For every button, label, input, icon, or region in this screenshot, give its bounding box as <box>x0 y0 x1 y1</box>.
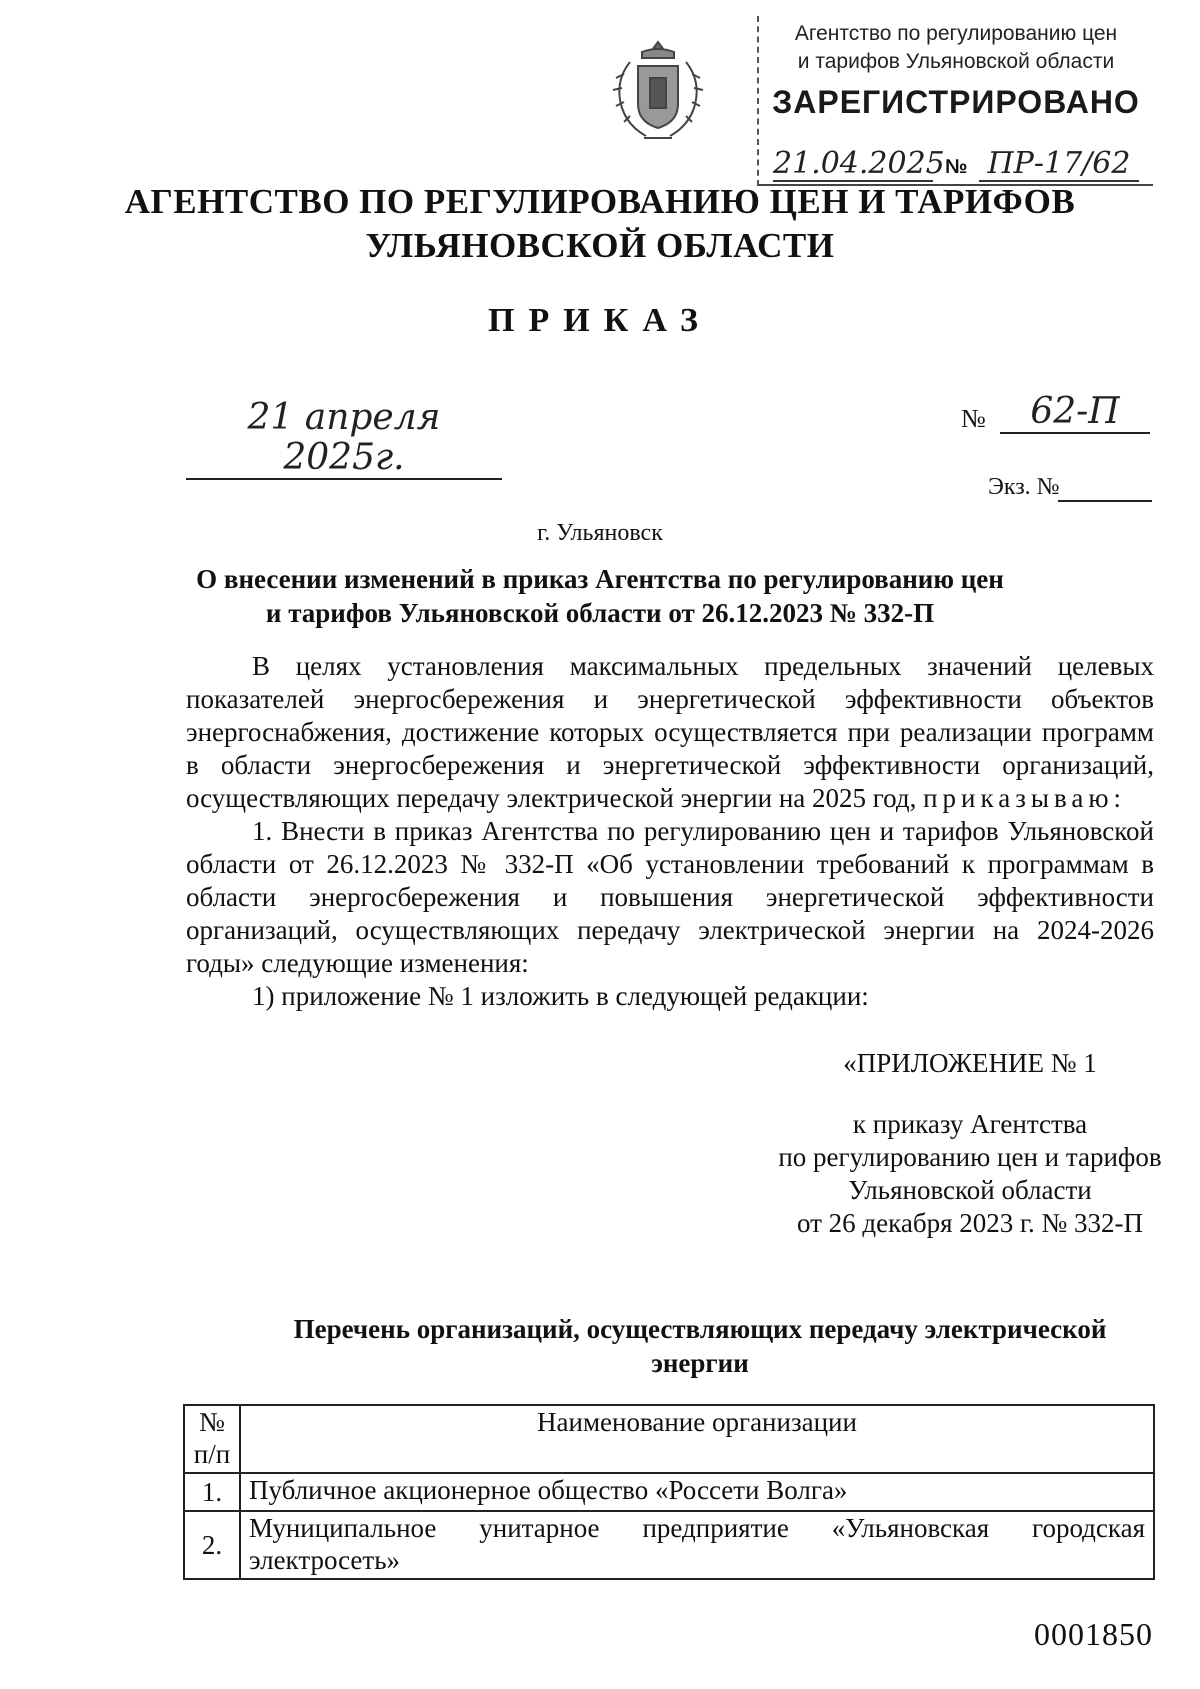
column-header-number: № п/п <box>184 1405 240 1473</box>
appendix-line1: к приказу Агентства <box>852 1109 1088 1139</box>
appendix-line3: Ульяновской области <box>848 1175 1092 1205</box>
organization-name: Публичное акционерное общество «Россети Волга» <box>240 1473 1154 1511</box>
paragraph-item-1: 1. Внести в приказ Агентства по регулированию цен и тарифов Ульяновской области от 26.12.2023 № 332-П «Об установлении требований к программам в области энергосбережения и повышения энергетической эффективности организаций, осуществляющих передачу электрической энергии на 2024-2026 годы» следующие изменения: <box>186 816 1154 978</box>
agency-name-line2: УЛЬЯНОВСКОЙ ОБЛАСТИ <box>365 226 835 265</box>
appendix-header <box>760 1047 1180 1240</box>
stamp-agency-line1: Агентство по регулированию цен <box>794 22 1118 45</box>
order-subject-line2: и тарифов Ульяновской области от 26.12.2023 № 332-П <box>265 598 935 628</box>
stamp-date-handwritten: 21.04.2025 <box>773 146 945 181</box>
list-title: Перечень организаций, осуществляющих передачу электрической энергии <box>293 1314 1107 1378</box>
order-subject <box>150 562 1050 630</box>
order-subject-line1: О внесении изменений в приказ Агентства по регулированию цен <box>196 564 1004 594</box>
registration-stamp <box>757 16 1153 186</box>
appendix-line4: от 26 декабря 2023 г. № 332-П <box>796 1208 1144 1238</box>
agency-name <box>0 180 1200 268</box>
organization-name: Муниципальное унитарное предприятие «Ульяновская городская электросеть» <box>240 1511 1154 1579</box>
stamp-number-handwritten: ПР-17/62 <box>979 148 1139 182</box>
column-header-name: Наименование организации <box>240 1405 1154 1473</box>
stamp-number-label: № <box>945 156 968 178</box>
copy-number-label: Экз. № <box>988 474 1060 500</box>
copy-number-line <box>1058 500 1152 502</box>
order-date-handwritten: 21 апреля 2025г. <box>186 398 502 480</box>
paragraph-preamble <box>186 650 1154 815</box>
appendix-line2: по регулированию цен и тарифов <box>778 1142 1162 1172</box>
agency-name-line1: АГЕНТСТВО ПО РЕГУЛИРОВАНИЮ ЦЕН И ТАРИФОВ <box>124 182 1076 221</box>
preamble-text: В целях установления максимальных предельных значений целевых показателей энергосбережения и энергетической эффективности объектов энергоснабжения, достижение которых осуществляется при реализации программ в области энергосбережения и энергетической эффективности организаций, осуществляющих передачу электрической энергии на 2025 год, <box>186 651 1154 813</box>
stamp-status: ЗАРЕГИСТРИРОВАНО <box>772 84 1140 120</box>
serial-number: 0001850 <box>1034 1616 1153 1652</box>
document-type: ПРИКАЗ <box>488 302 712 339</box>
organizations-table <box>183 1404 1155 1580</box>
city: г. Ульяновск <box>537 520 663 546</box>
coat-of-arms-icon <box>608 38 708 146</box>
order-number-label: № <box>961 404 986 433</box>
order-number-handwritten: 62-П <box>1000 392 1150 434</box>
order-word: приказываю: <box>923 783 1127 813</box>
row-number: 1. <box>184 1473 240 1511</box>
table-row <box>184 1473 1154 1511</box>
row-number: 2. <box>184 1511 240 1579</box>
stamp-agency-line2: и тарифов Ульяновской области <box>797 50 1115 73</box>
order-body <box>186 650 1154 1013</box>
table-header-row <box>184 1405 1154 1473</box>
appendix-title: «ПРИЛОЖЕНИЕ № 1 <box>843 1048 1097 1078</box>
paragraph-subitem-1: 1) приложение № 1 изложить в следующей редакции: <box>252 981 869 1011</box>
table-row <box>184 1511 1154 1579</box>
